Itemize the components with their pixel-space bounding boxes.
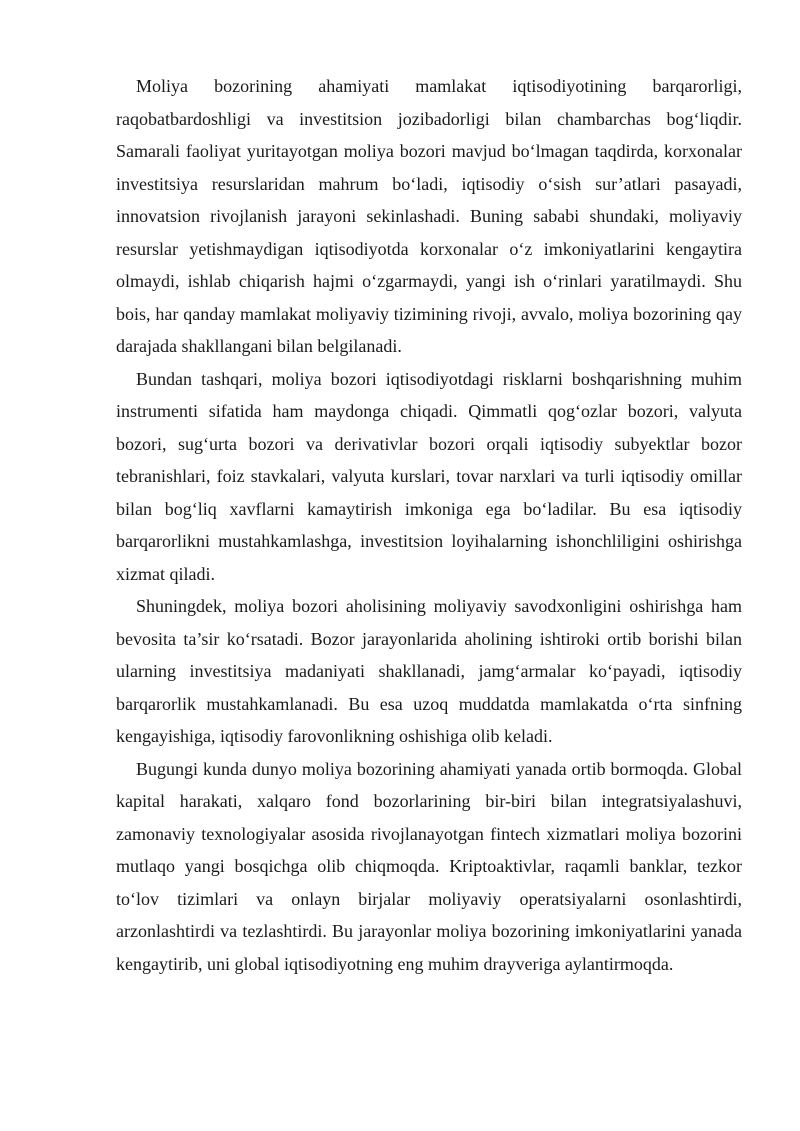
document-page — [116, 70, 742, 980]
paragraph-risk-management: Bundan tashqari, moliya bozori iqtisodiyotdagi risklarni boshqarishning muhim instrumenti sifatida ham maydonga chiqadi. Qimmatli qog‘ozlar bozori, valyuta bozori, sug‘urta bozori va derivativlar bozori orqali iqtisodiy subyektlar bozor tebranishlari, foiz stavkalari, valyuta kurslari, tovar narxlari va turli iqtisodiy omillar bilan bog‘liq xavflarni kamaytirish imkoniga ega bo‘ladilar. Bu esa iqtisodiy barqarorlikni mustahkamlashga, investitsion loyihalarning ishonchliligini oshirishga xizmat qiladi. — [116, 368, 742, 584]
paragraph-financial-market-importance: Moliya bozorining ahamiyati mamlakat iqtisodiyotining barqarorligi, raqobatbardoshligi va investitsion jozibadorligi bilan chambarchas bog‘liqdir. Samarali faoliyat yuritayotgan moliya bozori mavjud bo‘lmagan taqdirda, korxonalar investitsiya resurslaridan mahrum bo‘ladi, iqtisodiy o‘sish sur’atlari pasayadi, innovatsion rivojlanish jarayoni sekinlashadi. Buning sababi shundaki, moliyaviy resurslar yetishmaydigan iqtisodiyotda korxonalar o‘z imkoniyatlarini kengaytira olmaydi, ishlab chiqarish hajmi o‘zgarmaydi, yangi ish o‘rinlari yaratilmaydi. Shu bois, har qanday mamlakat moliyaviy tizimining rivoji, avvalo, moliya bozorining qay darajada shakllangani bilan belgilanadi. — [116, 76, 742, 356]
paragraph-financial-literacy: Shuningdek, moliya bozori aholisining moliyaviy savodxonligini oshirishga ham bevosita ta’sir ko‘rsatadi. Bozor jarayonlarida aholining ishtiroki ortib borishi bilan ularning investitsiya madaniyati shakllanadi, jamg‘armalar ko‘payadi, iqtisodiy barqarorlik mustahkamlanadi. Bu esa uzoq muddatda mamlakatda o‘rta sinfning kengayishiga, iqtisodiy farovonlikning oshishiga olib keladi. — [116, 596, 742, 746]
paragraph-global-trends: Bugungi kunda dunyo moliya bozorining ahamiyati yanada ortib bormoqda. Global kapital harakati, xalqaro fond bozorlarining bir-biri bilan integratsiyalashuvi, zamonaviy texnologiyalar asosida rivojlanayotgan fintech xizmatlari moliya bozorini mutlaqo yangi bosqichga olib chiqmoqda. Kriptoaktivlar, raqamli banklar, tezkor to‘lov tizimlari va onlayn birjalar moliyaviy operatsiyalarni osonlashtirdi, arzonlashtirdi va tezlashtirdi. Bu jarayonlar moliya bozorining imkoniyatlarini yanada kengaytirib, uni global iqtisodiyotning eng muhim drayveriga aylantirmoqda. — [116, 758, 742, 974]
